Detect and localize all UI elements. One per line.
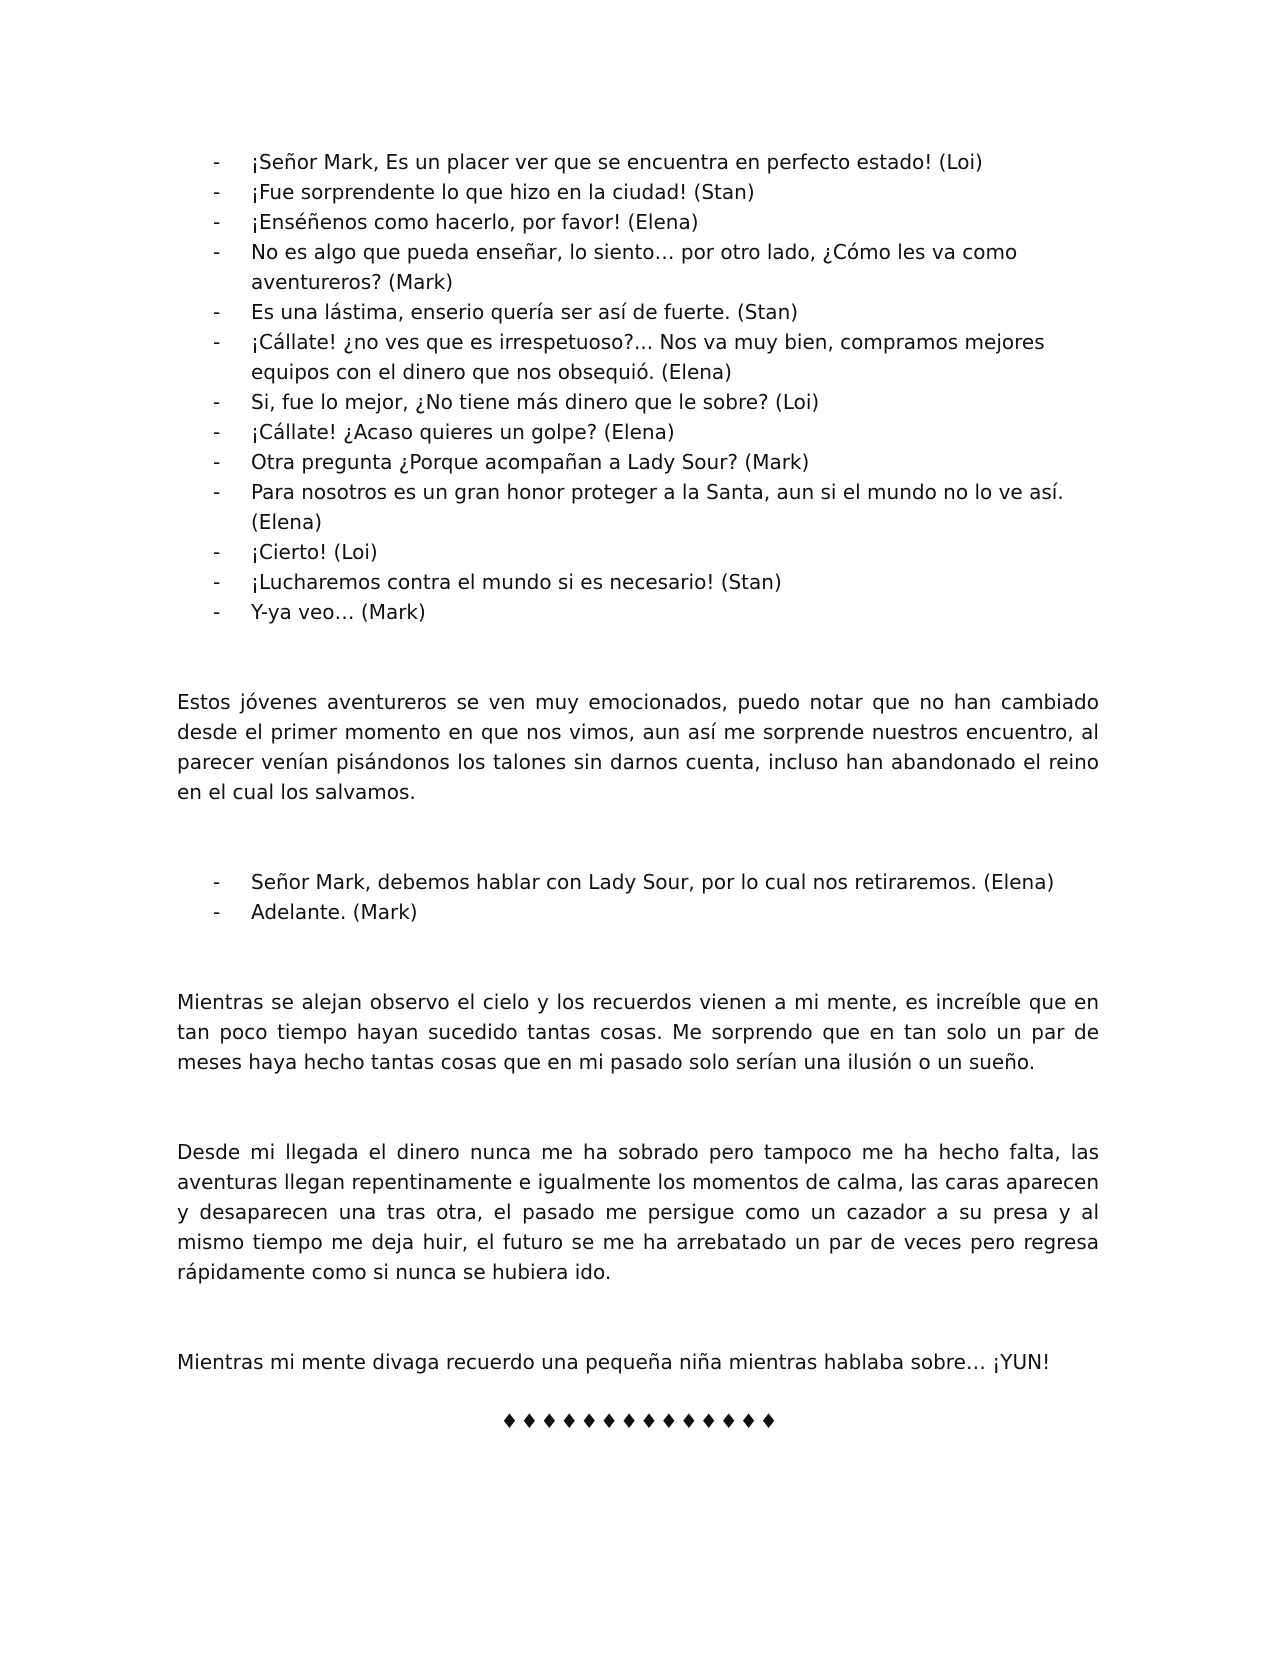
dash-bullet: -: [213, 210, 221, 234]
narration-paragraph-1: Estos jóvenes aventureros se ven muy emocionados, puedo notar que no han cambiado desde el primer momento en que nos vimos, aun así me sorprende nuestros encuentro, al parecer venían pisándonos los talones sin darnos cuenta, incluso han abandonado el reino en el cual los salvamos.: [177, 690, 1099, 804]
dialogue-line: [177, 537, 1099, 567]
dialogue-line: [177, 237, 1099, 297]
spacer: [177, 627, 1099, 687]
dialogue-line: [177, 297, 1099, 327]
dialogue-line: [177, 417, 1099, 447]
dialogue-line: [177, 387, 1099, 417]
dialogue-text: Señor Mark, debemos hablar con Lady Sour, por lo cual nos retiraremos. (Elena): [251, 870, 1055, 894]
dialogue-text: Es una lástima, enserio quería ser así de fuerte. (Stan): [251, 300, 799, 324]
dash-bullet: -: [213, 180, 221, 204]
dialogue-text: No es algo que pueda enseñar, lo siento… por otro lado, ¿Cómo les va como aventureros? (Mark): [251, 240, 1018, 294]
spacer: [177, 927, 1099, 987]
dash-bullet: -: [213, 150, 221, 174]
dash-bullet: -: [213, 600, 221, 624]
narration-paragraph-3: Desde mi llegada el dinero nunca me ha sobrado pero tampoco me ha hecho falta, las aventuras llegan repentinamente e igualmente los momentos de calma, las caras aparecen y desaparecen una tras otra, el pasado me persigue como un cazador a su presa y al mismo tiempo me deja huir, el futuro se me ha arrebatado un par de veces pero regresa rápidamente como si nunca se hubiera ido.: [177, 1140, 1099, 1284]
dialogue-line: [177, 597, 1099, 627]
dialogue-text: ¡Señor Mark, Es un placer ver que se encuentra en perfecto estado! (Loi): [251, 150, 983, 174]
dialogue-line: [177, 327, 1099, 387]
dash-bullet: -: [213, 870, 221, 894]
dialogue-text: Adelante. (Mark): [251, 900, 418, 924]
spacer: [177, 1077, 1099, 1137]
dialogue-list-1: [177, 147, 1099, 627]
dash-bullet: -: [213, 540, 221, 564]
dialogue-text: Si, fue lo mejor, ¿No tiene más dinero que le sobre? (Loi): [251, 390, 820, 414]
spacer: [177, 1287, 1099, 1347]
dialogue-line: [177, 447, 1099, 477]
section-separator: ♦♦♦♦♦♦♦♦♦♦♦♦♦♦: [500, 1409, 780, 1433]
dialogue-text: ¡Cierto! (Loi): [251, 540, 378, 564]
dash-bullet: -: [213, 480, 221, 504]
narration-paragraph-2: Mientras se alejan observo el cielo y los recuerdos vienen a mi mente, es increíble que en tan poco tiempo hayan sucedido tantas cosas. Me sorprendo que en tan solo un par de meses haya hecho tantas cosas que en mi pasado solo serían una ilusión o un sueño.: [177, 990, 1099, 1074]
dialogue-text: Para nosotros es un gran honor proteger a la Santa, aun si el mundo no lo ve así.(Elena): [251, 480, 1064, 534]
dialogue-text: ¡Cállate! ¿no ves que es irrespetuoso?... Nos va muy bien, compramos mejores equipos con el dinero que nos obsequió. (Elena): [251, 330, 1045, 384]
dialogue-text: ¡Enséñenos como hacerlo, por favor! (Elena): [251, 210, 699, 234]
dash-bullet: -: [213, 240, 221, 264]
dialogue-text: ¡Fue sorprendente lo que hizo en la ciudad! (Stan): [251, 180, 755, 204]
dialogue-line: [177, 147, 1099, 177]
document-body: [177, 147, 1099, 1377]
dialogue-text: Y-ya veo… (Mark): [251, 600, 426, 624]
dash-bullet: -: [213, 390, 221, 414]
dialogue-line: [177, 897, 1099, 927]
dash-bullet: -: [213, 300, 221, 324]
dialogue-line: [177, 207, 1099, 237]
dialogue-list-2: [177, 867, 1099, 927]
dialogue-line: [177, 567, 1099, 597]
narration-paragraph-4: Mientras mi mente divaga recuerdo una pequeña niña mientras hablaba sobre… ¡YUN!: [177, 1350, 1051, 1374]
dialogue-line: [177, 477, 1099, 537]
dash-bullet: -: [213, 420, 221, 444]
dialogue-line: [177, 867, 1099, 897]
dialogue-text: ¡Cállate! ¿Acaso quieres un golpe? (Elena): [251, 420, 675, 444]
dash-bullet: -: [213, 330, 221, 354]
dialogue-text: ¡Lucharemos contra el mundo si es necesario! (Stan): [251, 570, 782, 594]
dialogue-text: Otra pregunta ¿Porque acompañan a Lady Sour? (Mark): [251, 450, 810, 474]
dash-bullet: -: [213, 450, 221, 474]
spacer: [177, 807, 1099, 867]
dash-bullet: -: [213, 900, 221, 924]
dialogue-line: [177, 177, 1099, 207]
dash-bullet: -: [213, 570, 221, 594]
